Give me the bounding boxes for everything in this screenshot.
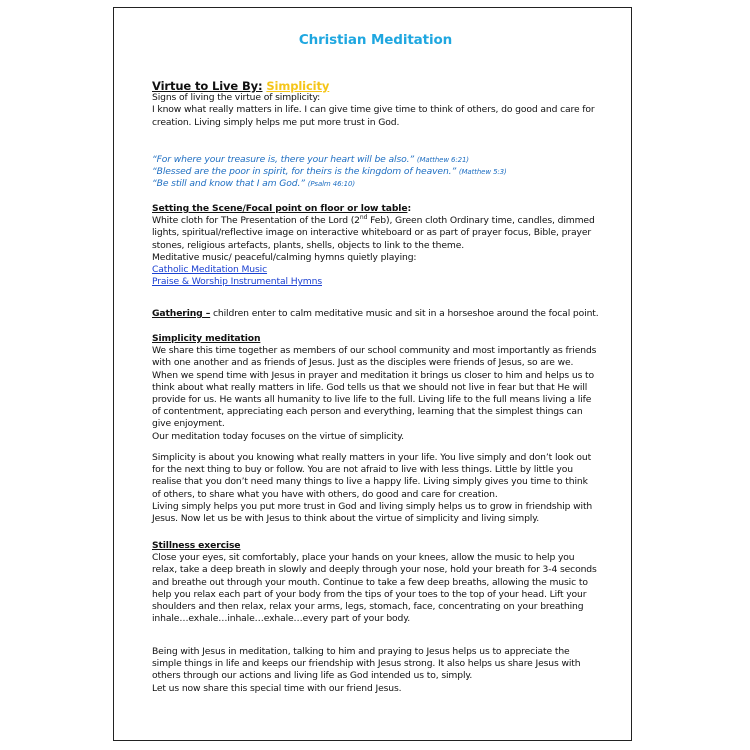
virtue-name: Simplicity <box>266 79 330 93</box>
simplicity-meditation-section <box>152 333 599 443</box>
scene-section <box>152 203 599 288</box>
gathering-heading: Gathering – <box>152 308 211 319</box>
stillness-section <box>152 540 599 625</box>
meditation-paragraph: Living simply helps you put more trust in God and living simply helps us to grow in friendship with Jesus. Now let us be with Jesus to think about the virtue of simplicity and living simply. <box>152 500 593 525</box>
scene-text-b: Feb), Green cloth Ordinary time, candles, dimmed lights, spiritual/reflective image on interactive whiteboard or as part of prayer focus, Bible, prayer stones, religious artefacts, plants, shells, objects to link to the theme. <box>152 215 595 251</box>
quote-ref: (Matthew 6:21) <box>416 156 469 164</box>
link-catholic-meditation-music[interactable]: Catholic Meditation Music <box>152 264 268 276</box>
closing-paragraph: Being with Jesus in meditation, talking to him and praying to Jesus helps us to appreciate the simple things in life and keeps our friendship with Jesus strong. It also helps us share Jesus with others through our actions and living life as God intended us to, simply. <box>152 646 581 682</box>
simplicity-heading: Simplicity meditation <box>152 333 261 344</box>
stillness-text: Close your eyes, sit comfortably, place your hands on your knees, allow the music to help you relax, take a deep breath in slowly and deeply through your nose, hold your breath for 3-4 seconds and breathe out through your mouth. Continue to take a few deep breaths, allowing the music to help you relax each part of your body from the tips of your toes to the top of your head. Lift your shoulders and then relax, relax your arms, legs, stomach, face, concentrating on your breathing inhale…exhale…inhale…exhale…every part of your body. <box>152 552 597 625</box>
meditation-paragraph: When we spend time with Jesus in prayer and meditation it brings us closer to him and helps us to think about what really matters in life. God tells us that we should not live in fear but that He will provide for us. He wants all humanity to live life to the full. Living life to the full means living a life of contentment, appreciating each person and everything, learning that the simplest things can give enjoyment. <box>152 369 595 430</box>
virtue-section <box>152 80 599 129</box>
virtue-signs: Signs of living the virtue of simplicity: <box>152 92 321 104</box>
quote-text: “Blessed are the poor in spirit, for theirs is the kingdom of heaven.” <box>152 166 457 178</box>
virtue-heading <box>152 80 599 92</box>
virtue-description: I know what really matters in life. I can give time give time to think of others, do good and care for creation. Living simply helps me put more trust in God. <box>152 104 595 128</box>
gathering-section <box>152 308 599 320</box>
link-praise-worship-hymns[interactable]: Praise & Worship Instrumental Hymns <box>152 276 322 288</box>
closing-section <box>152 646 599 695</box>
meditation-paragraph: Our meditation today focuses on the virtue of simplicity. <box>152 430 404 442</box>
scene-heading-colon: : <box>407 203 411 214</box>
scene-text-a: White cloth for The Presentation of the Lord (2 <box>152 215 360 227</box>
meditation-paragraph: We share this time together as members of our school community and most importantly as friends with one another and as friends of Jesus. Just as the disciples were friends of Jesus, so are we. <box>152 345 597 369</box>
document-page <box>113 7 632 741</box>
quote-text: “For where your treasure is, there your heart will be also.” <box>152 154 415 165</box>
gathering-text: children enter to calm meditative music and sit in a horseshoe around the focal point. <box>210 308 599 319</box>
scene-text <box>152 215 599 252</box>
gathering-line <box>152 308 599 320</box>
scene-sup: nd <box>359 214 368 222</box>
quote-line <box>152 166 599 178</box>
page-title: Christian Meditation <box>298 32 453 48</box>
virtue-prefix: Virtue to Live By: <box>152 79 263 93</box>
meditation-paragraph: Simplicity is about you knowing what really matters in your life. You live simply and don’t look out for the next thing to buy or follow. You are not afraid to live with less things. Little by little you realise that you don’t need many things to live a happy life. Living simply gives you time to think of others, to share what you have with others, do good and care for creation. <box>152 452 592 500</box>
quote-line <box>152 178 599 190</box>
closing-line: Let us now share this special time with our friend Jesus. <box>152 682 402 694</box>
scene-music: Meditative music/ peaceful/calming hymns quietly playing: <box>152 251 417 263</box>
quote-ref: (Matthew 5:3) <box>458 168 507 177</box>
scene-heading: Setting the Scene/Focal point on floor or low table <box>152 203 408 214</box>
stillness-heading: Stillness exercise <box>152 540 241 551</box>
quote-line <box>152 154 599 166</box>
simplicity-explanation <box>152 452 599 525</box>
quote-text: “Be still and know that I am God.” <box>152 178 305 190</box>
quote-ref: (Psalm 46:10) <box>307 180 355 189</box>
scene-heading-line <box>152 203 599 215</box>
scripture-quotes <box>152 154 599 191</box>
